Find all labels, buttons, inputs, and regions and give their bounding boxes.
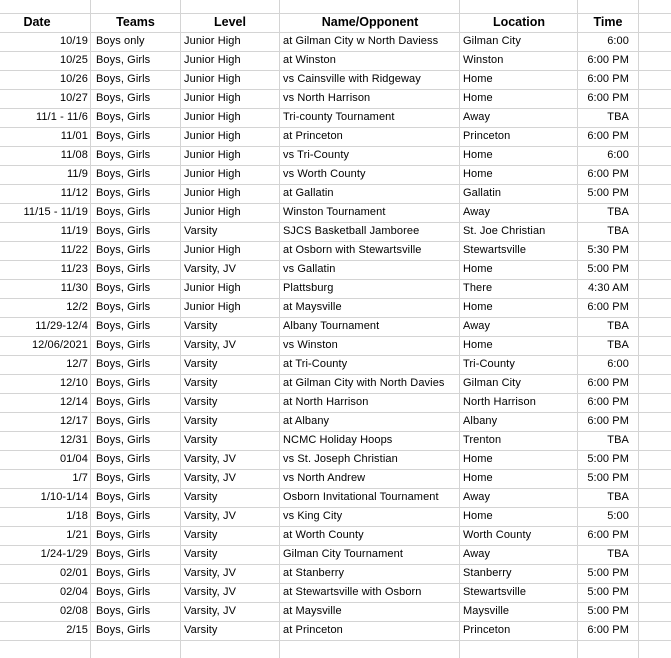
cell-teams[interactable]: Boys, Girls: [96, 206, 151, 218]
cell-location[interactable]: Home: [463, 472, 493, 484]
cell-name-opponent[interactable]: at Gilman City w North Daviess: [283, 35, 439, 47]
cell-time[interactable]: TBA: [607, 206, 629, 218]
cell-name-opponent[interactable]: SJCS Basketball Jamboree: [283, 225, 420, 237]
cell-name-opponent[interactable]: vs St. Joseph Christian: [283, 453, 398, 465]
cell-date[interactable]: 11/22: [60, 244, 88, 256]
cell-date[interactable]: 11/15 - 11/19: [23, 206, 88, 218]
cell-level[interactable]: Varsity, JV: [184, 567, 237, 579]
cell-level[interactable]: Varsity, JV: [184, 472, 237, 484]
cell-time[interactable]: 6:00 PM: [587, 168, 629, 180]
cell-time[interactable]: 5:00 PM: [587, 187, 629, 199]
header-name-opponent[interactable]: Name/Opponent: [321, 15, 419, 29]
cell-level[interactable]: Varsity: [184, 377, 218, 389]
cell-name-opponent[interactable]: at Osborn with Stewartsville: [283, 244, 422, 256]
cell-level[interactable]: Varsity: [184, 548, 218, 560]
cell-location[interactable]: Home: [463, 168, 493, 180]
cell-time[interactable]: 5:00 PM: [587, 472, 629, 484]
cell-level[interactable]: Varsity, JV: [184, 605, 237, 617]
cell-teams[interactable]: Boys, Girls: [96, 225, 151, 237]
cell-teams[interactable]: Boys, Girls: [96, 453, 151, 465]
cell-date[interactable]: 12/7: [66, 358, 88, 370]
cell-location[interactable]: Home: [463, 510, 493, 522]
cell-teams[interactable]: Boys, Girls: [96, 586, 151, 598]
cell-date[interactable]: 11/9: [67, 168, 88, 180]
cell-name-opponent[interactable]: Winston Tournament: [283, 206, 386, 218]
cell-teams[interactable]: Boys, Girls: [96, 377, 151, 389]
cell-level[interactable]: Varsity: [184, 396, 218, 408]
cell-date[interactable]: 12/06/2021: [31, 339, 88, 351]
cell-level[interactable]: Varsity: [184, 358, 218, 370]
cell-date[interactable]: 02/08: [59, 605, 88, 617]
cell-date[interactable]: 10/25: [59, 54, 88, 66]
cell-time[interactable]: TBA: [607, 434, 629, 446]
cell-location[interactable]: Home: [463, 263, 493, 275]
cell-time[interactable]: 5:00 PM: [587, 453, 629, 465]
cell-level[interactable]: Varsity: [184, 434, 218, 446]
header-level[interactable]: Level: [214, 15, 246, 29]
cell-name-opponent[interactable]: vs Cainsville with Ridgeway: [283, 73, 421, 85]
cell-name-opponent[interactable]: Tri-county Tournament: [283, 111, 395, 123]
cell-name-opponent[interactable]: vs Worth County: [283, 168, 366, 180]
cell-teams[interactable]: Boys, Girls: [96, 244, 151, 256]
cell-level[interactable]: Junior High: [184, 206, 241, 218]
cell-time[interactable]: 4:30 AM: [587, 282, 629, 294]
cell-level[interactable]: Junior High: [184, 168, 241, 180]
cell-level[interactable]: Junior High: [184, 187, 241, 199]
cell-location[interactable]: There: [463, 282, 493, 294]
cell-time[interactable]: 5:00 PM: [587, 567, 629, 579]
cell-time[interactable]: 6:00 PM: [587, 130, 629, 142]
cell-location[interactable]: Stewartsville: [463, 586, 527, 598]
cell-teams[interactable]: Boys, Girls: [96, 529, 151, 541]
cell-name-opponent[interactable]: Albany Tournament: [283, 320, 380, 332]
cell-level[interactable]: Varsity, JV: [184, 263, 237, 275]
cell-location[interactable]: Away: [463, 111, 491, 123]
cell-date[interactable]: 02/01: [59, 567, 88, 579]
cell-time[interactable]: 6:00 PM: [587, 396, 629, 408]
cell-location[interactable]: Tri-County: [463, 358, 515, 370]
cell-date[interactable]: 12/31: [59, 434, 88, 446]
cell-time[interactable]: 6:00: [607, 149, 629, 161]
cell-teams[interactable]: Boys, Girls: [96, 282, 151, 294]
cell-location[interactable]: Albany: [463, 415, 498, 427]
cell-date[interactable]: 11/01: [60, 130, 88, 142]
cell-teams[interactable]: Boys, Girls: [96, 320, 151, 332]
cell-teams[interactable]: Boys, Girls: [96, 605, 151, 617]
cell-time[interactable]: TBA: [607, 320, 629, 332]
header-date[interactable]: Date: [23, 15, 51, 29]
cell-time[interactable]: 6:00 PM: [587, 529, 629, 541]
cell-level[interactable]: Junior High: [184, 35, 241, 47]
cell-location[interactable]: Winston: [463, 54, 504, 66]
cell-time[interactable]: TBA: [607, 339, 629, 351]
cell-time[interactable]: 5:00: [607, 510, 629, 522]
cell-time[interactable]: TBA: [607, 548, 629, 560]
cell-date[interactable]: 11/08: [60, 149, 88, 161]
cell-location[interactable]: Away: [463, 491, 491, 503]
cell-level[interactable]: Varsity, JV: [184, 510, 237, 522]
cell-level[interactable]: Junior High: [184, 73, 241, 85]
cell-level[interactable]: Junior High: [184, 54, 241, 66]
cell-location[interactable]: North Harrison: [463, 396, 536, 408]
cell-date[interactable]: 11/23: [60, 263, 88, 275]
cell-time[interactable]: 6:00 PM: [587, 301, 629, 313]
header-time[interactable]: Time: [593, 15, 623, 29]
cell-teams[interactable]: Boys, Girls: [96, 263, 151, 275]
cell-date[interactable]: 2/15: [66, 624, 88, 636]
cell-level[interactable]: Varsity: [184, 624, 218, 636]
cell-teams[interactable]: Boys, Girls: [96, 301, 151, 313]
cell-level[interactable]: Junior High: [184, 111, 241, 123]
cell-level[interactable]: Varsity, JV: [184, 339, 237, 351]
cell-level[interactable]: Junior High: [184, 149, 241, 161]
cell-time[interactable]: 6:00 PM: [587, 377, 629, 389]
cell-location[interactable]: Princeton: [463, 130, 511, 142]
cell-teams[interactable]: Boys, Girls: [96, 472, 151, 484]
cell-location[interactable]: Home: [463, 92, 493, 104]
cell-time[interactable]: 6:00 PM: [587, 624, 629, 636]
cell-time[interactable]: TBA: [607, 111, 629, 123]
cell-teams[interactable]: Boys, Girls: [96, 339, 151, 351]
cell-level[interactable]: Junior High: [184, 92, 241, 104]
cell-name-opponent[interactable]: at Stewartsville with Osborn: [283, 586, 422, 598]
cell-name-opponent[interactable]: vs Gallatin: [283, 263, 336, 275]
cell-time[interactable]: TBA: [607, 491, 629, 503]
cell-location[interactable]: Home: [463, 301, 493, 313]
cell-name-opponent[interactable]: at Stanberry: [283, 567, 345, 579]
cell-name-opponent[interactable]: at Gallatin: [283, 187, 334, 199]
cell-date[interactable]: 12/17: [59, 415, 88, 427]
cell-teams[interactable]: Boys, Girls: [96, 130, 151, 142]
cell-teams[interactable]: Boys, Girls: [96, 548, 151, 560]
cell-teams[interactable]: Boys, Girls: [96, 358, 151, 370]
cell-level[interactable]: Varsity: [184, 491, 218, 503]
cell-teams[interactable]: Boys, Girls: [96, 491, 151, 503]
cell-level[interactable]: Varsity, JV: [184, 586, 237, 598]
cell-time[interactable]: 5:00 PM: [587, 586, 629, 598]
cell-time[interactable]: 6:00 PM: [587, 73, 629, 85]
cell-name-opponent[interactable]: at Maysville: [283, 605, 342, 617]
cell-time[interactable]: 5:00 PM: [587, 263, 629, 275]
cell-location[interactable]: Home: [463, 149, 493, 161]
cell-teams[interactable]: Boys, Girls: [96, 396, 151, 408]
cell-date[interactable]: 1/7: [72, 472, 88, 484]
cell-level[interactable]: Varsity, JV: [184, 453, 237, 465]
cell-date[interactable]: 12/14: [59, 396, 88, 408]
cell-name-opponent[interactable]: Osborn Invitational Tournament: [283, 491, 439, 503]
cell-name-opponent[interactable]: vs Winston: [283, 339, 338, 351]
cell-name-opponent[interactable]: vs King City: [283, 510, 343, 522]
cell-time[interactable]: 6:00 PM: [587, 54, 629, 66]
cell-location[interactable]: Princeton: [463, 624, 511, 636]
cell-time[interactable]: 6:00 PM: [587, 415, 629, 427]
cell-level[interactable]: Varsity: [184, 320, 218, 332]
cell-date[interactable]: 11/30: [60, 282, 88, 294]
cell-name-opponent[interactable]: at Maysville: [283, 301, 342, 313]
cell-name-opponent[interactable]: at Worth County: [283, 529, 364, 541]
cell-time[interactable]: TBA: [607, 225, 629, 237]
cell-location[interactable]: Gilman City: [463, 35, 521, 47]
cell-date[interactable]: 02/04: [59, 586, 88, 598]
cell-name-opponent[interactable]: Gilman City Tournament: [283, 548, 403, 560]
cell-date[interactable]: 11/12: [60, 187, 88, 199]
cell-teams[interactable]: Boys, Girls: [96, 111, 151, 123]
cell-date[interactable]: 12/2: [66, 301, 88, 313]
cell-name-opponent[interactable]: at Winston: [283, 54, 336, 66]
cell-teams[interactable]: Boys, Girls: [96, 624, 151, 636]
cell-location[interactable]: Home: [463, 73, 493, 85]
cell-name-opponent[interactable]: vs Tri-County: [283, 149, 350, 161]
cell-name-opponent[interactable]: at North Harrison: [283, 396, 369, 408]
cell-teams[interactable]: Boys, Girls: [96, 92, 151, 104]
cell-location[interactable]: Home: [463, 339, 493, 351]
cell-teams[interactable]: Boys, Girls: [96, 149, 151, 161]
cell-date[interactable]: 11/19: [60, 225, 88, 237]
cell-time[interactable]: 5:00 PM: [587, 605, 629, 617]
cell-location[interactable]: Stanberry: [463, 567, 512, 579]
cell-location[interactable]: Away: [463, 548, 491, 560]
cell-name-opponent[interactable]: at Princeton: [283, 130, 343, 142]
cell-time[interactable]: 6:00: [607, 358, 629, 370]
cell-location[interactable]: Worth County: [463, 529, 532, 541]
cell-name-opponent[interactable]: at Princeton: [283, 624, 343, 636]
cell-name-opponent[interactable]: at Albany: [283, 415, 330, 427]
header-location[interactable]: Location: [492, 15, 546, 29]
cell-location[interactable]: Stewartsville: [463, 244, 527, 256]
cell-date[interactable]: 10/19: [59, 35, 88, 47]
cell-level[interactable]: Junior High: [184, 130, 241, 142]
cell-date[interactable]: 1/18: [66, 510, 88, 522]
cell-level[interactable]: Junior High: [184, 301, 241, 313]
cell-location[interactable]: Home: [463, 453, 493, 465]
cell-level[interactable]: Junior High: [184, 282, 241, 294]
cell-name-opponent[interactable]: NCMC Holiday Hoops: [283, 434, 393, 446]
cell-date[interactable]: 1/21: [66, 529, 88, 541]
cell-date[interactable]: 11/1 - 11/6: [35, 111, 88, 123]
cell-teams[interactable]: Boys, Girls: [96, 187, 151, 199]
header-teams[interactable]: Teams: [116, 15, 155, 29]
cell-teams[interactable]: Boys only: [96, 35, 145, 47]
cell-level[interactable]: Junior High: [184, 244, 241, 256]
cell-teams[interactable]: Boys, Girls: [96, 415, 151, 427]
cell-time[interactable]: 6:00: [607, 35, 629, 47]
cell-location[interactable]: Gilman City: [463, 377, 521, 389]
cell-location[interactable]: St. Joe Christian: [463, 225, 546, 237]
cell-name-opponent[interactable]: Plattsburg: [283, 282, 334, 294]
cell-location[interactable]: Trenton: [463, 434, 502, 446]
cell-location[interactable]: Away: [463, 320, 491, 332]
cell-date[interactable]: 12/10: [59, 377, 88, 389]
cell-date[interactable]: 10/26: [59, 73, 88, 85]
cell-location[interactable]: Maysville: [463, 605, 510, 617]
cell-location[interactable]: Away: [463, 206, 491, 218]
cell-time[interactable]: 6:00 PM: [587, 92, 629, 104]
cell-name-opponent[interactable]: at Gilman City with North Davies: [283, 377, 445, 389]
cell-level[interactable]: Varsity: [184, 225, 218, 237]
cell-date[interactable]: 11/29-12/4: [35, 320, 88, 332]
cell-date[interactable]: 1/10-1/14: [40, 491, 88, 503]
cell-name-opponent[interactable]: vs North Harrison: [283, 92, 371, 104]
cell-teams[interactable]: Boys, Girls: [96, 567, 151, 579]
cell-level[interactable]: Varsity: [184, 415, 218, 427]
cell-date[interactable]: 01/04: [59, 453, 88, 465]
cell-name-opponent[interactable]: vs North Andrew: [283, 472, 366, 484]
cell-teams[interactable]: Boys, Girls: [96, 73, 151, 85]
cell-teams[interactable]: Boys, Girls: [96, 510, 151, 522]
cell-teams[interactable]: Boys, Girls: [96, 54, 151, 66]
cell-time[interactable]: 5:30 PM: [587, 244, 629, 256]
cell-teams[interactable]: Boys, Girls: [96, 434, 151, 446]
cell-name-opponent[interactable]: at Tri-County: [283, 358, 348, 370]
cell-level[interactable]: Varsity: [184, 529, 218, 541]
cell-teams[interactable]: Boys, Girls: [96, 168, 151, 180]
cell-location[interactable]: Gallatin: [463, 187, 502, 199]
cell-date[interactable]: 1/24-1/29: [40, 548, 88, 560]
cell-date[interactable]: 10/27: [59, 92, 88, 104]
